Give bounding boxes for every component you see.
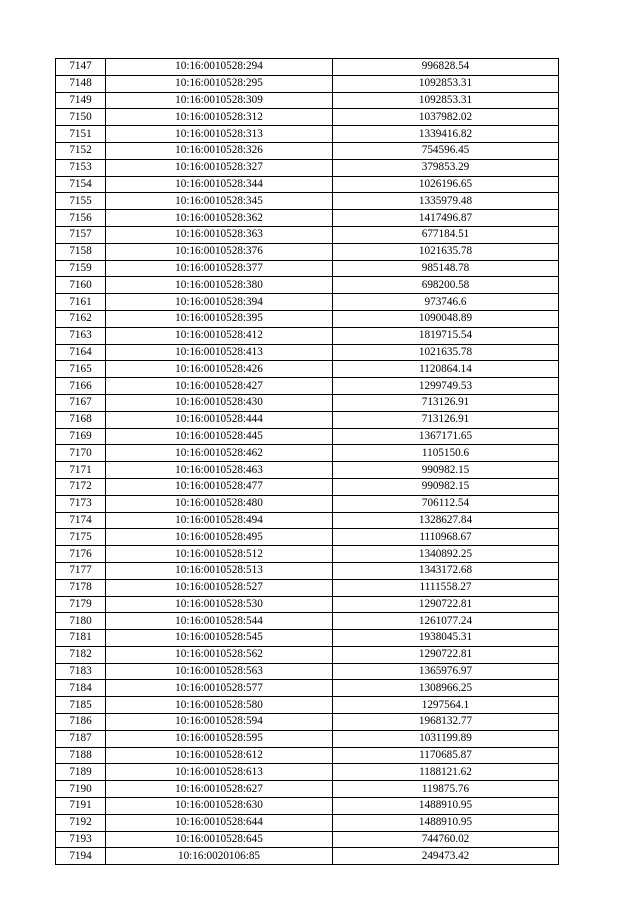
value-cell: 119875.76: [333, 781, 559, 798]
table-row: [56, 193, 559, 210]
table-row: [56, 730, 559, 747]
table-row: [56, 260, 559, 277]
row-number-cell: 7160: [56, 277, 106, 294]
cadastral-number-cell: 10:16:0010528:562: [106, 646, 333, 663]
value-cell: 249473.42: [333, 848, 559, 865]
row-number-cell: 7173: [56, 495, 106, 512]
value-cell: 1092853.31: [333, 75, 559, 92]
row-number-cell: 7170: [56, 445, 106, 462]
table-body: [56, 59, 559, 865]
row-number-cell: 7180: [56, 613, 106, 630]
row-number-cell: 7156: [56, 210, 106, 227]
cadastral-value-table: [55, 58, 559, 865]
table-row: [56, 562, 559, 579]
value-cell: 1339416.82: [333, 126, 559, 143]
value-cell: 1170685.87: [333, 747, 559, 764]
row-number-cell: 7159: [56, 260, 106, 277]
cadastral-number-cell: 10:16:0010528:530: [106, 596, 333, 613]
value-cell: 1110968.67: [333, 529, 559, 546]
cadastral-number-cell: 10:16:0010528:413: [106, 344, 333, 361]
value-cell: 754596.45: [333, 142, 559, 159]
table-row: [56, 848, 559, 865]
value-cell: 1105150.6: [333, 445, 559, 462]
row-number-cell: 7165: [56, 361, 106, 378]
row-number-cell: 7189: [56, 764, 106, 781]
cadastral-number-cell: 10:16:0010528:613: [106, 764, 333, 781]
value-cell: 1297564.1: [333, 697, 559, 714]
value-cell: 1968132.77: [333, 714, 559, 731]
row-number-cell: 7194: [56, 848, 106, 865]
cadastral-number-cell: 10:16:0010528:444: [106, 411, 333, 428]
table-row: [56, 764, 559, 781]
cadastral-number-cell: 10:16:0010528:577: [106, 680, 333, 697]
table-row: [56, 428, 559, 445]
cadastral-number-cell: 10:16:0010528:363: [106, 226, 333, 243]
table-row: [56, 361, 559, 378]
cadastral-number-cell: 10:16:0010528:477: [106, 478, 333, 495]
row-number-cell: 7158: [56, 243, 106, 260]
cadastral-number-cell: 10:16:0010528:544: [106, 613, 333, 630]
table-row: [56, 697, 559, 714]
value-cell: 379853.29: [333, 159, 559, 176]
table-row: [56, 243, 559, 260]
value-cell: 1417496.87: [333, 210, 559, 227]
table-row: [56, 344, 559, 361]
table-row: [56, 630, 559, 647]
value-cell: 1819715.54: [333, 327, 559, 344]
cadastral-number-cell: 10:16:0010528:377: [106, 260, 333, 277]
table-row: [56, 798, 559, 815]
row-number-cell: 7190: [56, 781, 106, 798]
row-number-cell: 7179: [56, 596, 106, 613]
cadastral-number-cell: 10:16:0010528:445: [106, 428, 333, 445]
row-number-cell: 7193: [56, 831, 106, 848]
table-row: [56, 142, 559, 159]
row-number-cell: 7177: [56, 562, 106, 579]
value-cell: 1021635.78: [333, 243, 559, 260]
table-row: [56, 277, 559, 294]
table-row: [56, 310, 559, 327]
value-cell: 1031199.89: [333, 730, 559, 747]
table-row: [56, 92, 559, 109]
table-row: [56, 462, 559, 479]
cadastral-number-cell: 10:16:0010528:480: [106, 495, 333, 512]
cadastral-number-cell: 10:16:0010528:430: [106, 394, 333, 411]
table-row: [56, 75, 559, 92]
cadastral-number-cell: 10:16:0010528:312: [106, 109, 333, 126]
table-row: [56, 596, 559, 613]
cadastral-number-cell: 10:16:0010528:427: [106, 378, 333, 395]
row-number-cell: 7187: [56, 730, 106, 747]
row-number-cell: 7148: [56, 75, 106, 92]
row-number-cell: 7176: [56, 546, 106, 563]
value-cell: 706112.54: [333, 495, 559, 512]
row-number-cell: 7184: [56, 680, 106, 697]
cadastral-number-cell: 10:16:0010528:362: [106, 210, 333, 227]
cadastral-number-cell: 10:16:0010528:376: [106, 243, 333, 260]
value-cell: 1328627.84: [333, 512, 559, 529]
table-row: [56, 176, 559, 193]
row-number-cell: 7169: [56, 428, 106, 445]
row-number-cell: 7188: [56, 747, 106, 764]
row-number-cell: 7185: [56, 697, 106, 714]
row-number-cell: 7192: [56, 814, 106, 831]
cadastral-number-cell: 10:16:0010528:595: [106, 730, 333, 747]
value-cell: 1290722.81: [333, 646, 559, 663]
cadastral-number-cell: 10:16:0010528:612: [106, 747, 333, 764]
row-number-cell: 7150: [56, 109, 106, 126]
cadastral-number-cell: 10:16:0010528:309: [106, 92, 333, 109]
value-cell: 1092853.31: [333, 92, 559, 109]
row-number-cell: 7162: [56, 310, 106, 327]
value-cell: 1365976.97: [333, 663, 559, 680]
value-cell: 1090048.89: [333, 310, 559, 327]
value-cell: 996828.54: [333, 59, 559, 76]
row-number-cell: 7147: [56, 59, 106, 76]
row-number-cell: 7186: [56, 714, 106, 731]
row-number-cell: 7191: [56, 798, 106, 815]
cadastral-number-cell: 10:16:0010528:426: [106, 361, 333, 378]
value-cell: 677184.51: [333, 226, 559, 243]
cadastral-number-cell: 10:16:0010528:545: [106, 630, 333, 647]
value-cell: 1290722.81: [333, 596, 559, 613]
cadastral-number-cell: 10:16:0010528:327: [106, 159, 333, 176]
table-row: [56, 814, 559, 831]
row-number-cell: 7175: [56, 529, 106, 546]
cadastral-number-cell: 10:16:0010528:513: [106, 562, 333, 579]
value-cell: 1026196.65: [333, 176, 559, 193]
table-row: [56, 378, 559, 395]
cadastral-number-cell: 10:16:0010528:380: [106, 277, 333, 294]
cadastral-number-cell: 10:16:0010528:412: [106, 327, 333, 344]
table-row: [56, 579, 559, 596]
row-number-cell: 7157: [56, 226, 106, 243]
table-row: [56, 126, 559, 143]
cadastral-number-cell: 10:16:0010528:627: [106, 781, 333, 798]
table-row: [56, 781, 559, 798]
cadastral-number-cell: 10:16:0010528:326: [106, 142, 333, 159]
row-number-cell: 7181: [56, 630, 106, 647]
value-cell: 698200.58: [333, 277, 559, 294]
row-number-cell: 7153: [56, 159, 106, 176]
table-row: [56, 529, 559, 546]
row-number-cell: 7166: [56, 378, 106, 395]
table-row: [56, 680, 559, 697]
value-cell: 1488910.95: [333, 798, 559, 815]
value-cell: 1308966.25: [333, 680, 559, 697]
cadastral-number-cell: 10:16:0010528:494: [106, 512, 333, 529]
cadastral-number-cell: 10:16:0010528:313: [106, 126, 333, 143]
row-number-cell: 7152: [56, 142, 106, 159]
value-cell: 1488910.95: [333, 814, 559, 831]
cadastral-number-cell: 10:16:0010528:644: [106, 814, 333, 831]
row-number-cell: 7168: [56, 411, 106, 428]
value-cell: 1111558.27: [333, 579, 559, 596]
table-row: [56, 495, 559, 512]
table-row: [56, 109, 559, 126]
row-number-cell: 7164: [56, 344, 106, 361]
value-cell: 1261077.24: [333, 613, 559, 630]
table-row: [56, 714, 559, 731]
cadastral-number-cell: 10:16:0010528:645: [106, 831, 333, 848]
table-row: [56, 478, 559, 495]
cadastral-number-cell: 10:16:0010528:495: [106, 529, 333, 546]
cadastral-number-cell: 10:16:0010528:462: [106, 445, 333, 462]
value-cell: 1021635.78: [333, 344, 559, 361]
value-cell: 1120864.14: [333, 361, 559, 378]
cadastral-number-cell: 10:16:0010528:630: [106, 798, 333, 815]
row-number-cell: 7183: [56, 663, 106, 680]
table-row: [56, 394, 559, 411]
table-row: [56, 411, 559, 428]
row-number-cell: 7154: [56, 176, 106, 193]
table-row: [56, 327, 559, 344]
table-row: [56, 59, 559, 76]
table-row: [56, 613, 559, 630]
value-cell: 1299749.53: [333, 378, 559, 395]
row-number-cell: 7151: [56, 126, 106, 143]
cadastral-number-cell: 10:16:0010528:294: [106, 59, 333, 76]
value-cell: 744760.02: [333, 831, 559, 848]
table-row: [56, 159, 559, 176]
row-number-cell: 7167: [56, 394, 106, 411]
row-number-cell: 7174: [56, 512, 106, 529]
cadastral-number-cell: 10:16:0010528:394: [106, 294, 333, 311]
cadastral-number-cell: 10:16:0010528:344: [106, 176, 333, 193]
table-row: [56, 294, 559, 311]
value-cell: 713126.91: [333, 394, 559, 411]
cadastral-number-cell: 10:16:0010528:580: [106, 697, 333, 714]
table-row: [56, 546, 559, 563]
row-number-cell: 7163: [56, 327, 106, 344]
cadastral-number-cell: 10:16:0010528:527: [106, 579, 333, 596]
cadastral-number-cell: 10:16:0010528:345: [106, 193, 333, 210]
table-row: [56, 646, 559, 663]
value-cell: 1938045.31: [333, 630, 559, 647]
cadastral-number-cell: 10:16:0010528:395: [106, 310, 333, 327]
table-row: [56, 445, 559, 462]
table-row: [56, 663, 559, 680]
row-number-cell: 7161: [56, 294, 106, 311]
table-row: [56, 747, 559, 764]
value-cell: 990982.15: [333, 462, 559, 479]
row-number-cell: 7178: [56, 579, 106, 596]
value-cell: 1340892.25: [333, 546, 559, 563]
table-row: [56, 512, 559, 529]
value-cell: 985148.78: [333, 260, 559, 277]
row-number-cell: 7171: [56, 462, 106, 479]
row-number-cell: 7182: [56, 646, 106, 663]
value-cell: 973746.6: [333, 294, 559, 311]
cadastral-number-cell: 10:16:0010528:512: [106, 546, 333, 563]
value-cell: 1037982.02: [333, 109, 559, 126]
row-number-cell: 7172: [56, 478, 106, 495]
table-row: [56, 831, 559, 848]
value-cell: 1188121.62: [333, 764, 559, 781]
value-cell: 1343172.68: [333, 562, 559, 579]
table-row: [56, 210, 559, 227]
table-row: [56, 226, 559, 243]
cadastral-number-cell: 10:16:0010528:594: [106, 714, 333, 731]
cadastral-number-cell: 10:16:0020106:85: [106, 848, 333, 865]
value-cell: 1367171.65: [333, 428, 559, 445]
cadastral-number-cell: 10:16:0010528:563: [106, 663, 333, 680]
value-cell: 713126.91: [333, 411, 559, 428]
value-cell: 1335979.48: [333, 193, 559, 210]
cadastral-number-cell: 10:16:0010528:295: [106, 75, 333, 92]
row-number-cell: 7149: [56, 92, 106, 109]
cadastral-number-cell: 10:16:0010528:463: [106, 462, 333, 479]
row-number-cell: 7155: [56, 193, 106, 210]
value-cell: 990982.15: [333, 478, 559, 495]
